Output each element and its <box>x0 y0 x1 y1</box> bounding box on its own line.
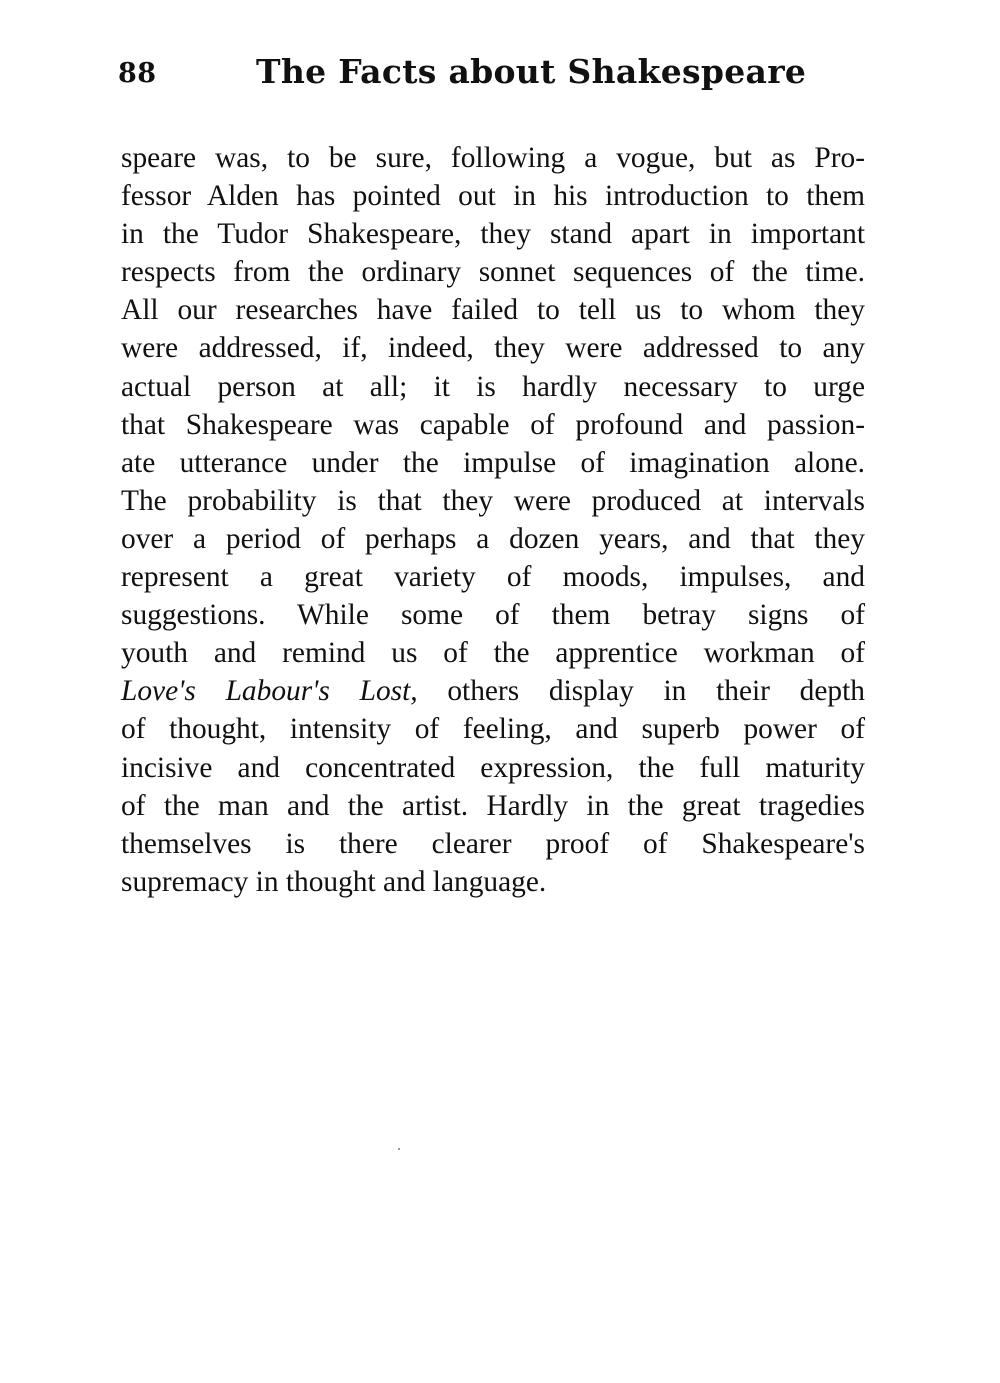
text-line: were addressed, if, indeed, they were addressed to any <box>121 332 865 365</box>
text-line: of the man and the artist. Hardly in the great tragedies <box>121 789 865 822</box>
print-speck <box>398 1148 400 1150</box>
text-line-rest: others display in their depth <box>447 675 865 708</box>
text-line: supremacy in thought and language. <box>121 865 547 898</box>
play-title: Love's Labour's Lost, <box>121 675 418 708</box>
running-head <box>118 52 868 102</box>
text-line: ate utterance under the impulse of imagination alone. <box>121 446 865 479</box>
text-line: All our researches have failed to tell us to whom they <box>121 294 865 327</box>
text-line: speare was, to be sure, following a vogue, but as Pro- <box>121 142 865 174</box>
text-line: The probability is that they were produced at intervals <box>121 484 865 517</box>
body-paragraph <box>121 139 865 901</box>
text-line: suggestions. While some of them betray signs of <box>121 599 865 632</box>
text-line: themselves is there clearer proof of Shakespeare's <box>121 827 865 860</box>
text-line: in the Tudor Shakespeare, they stand apart in important <box>121 218 865 251</box>
text-line-with-title <box>121 672 865 710</box>
text-line: of thought, intensity of feeling, and superb power of <box>121 713 865 746</box>
text-line: over a period of perhaps a dozen years, and that they <box>121 522 865 555</box>
page-number: 88 <box>118 58 157 89</box>
text-line: respects from the ordinary sonnet sequences of the time. <box>121 256 865 289</box>
running-title: The Facts about Shakespeare <box>256 52 807 91</box>
text-line: represent a great variety of moods, impulses, and <box>121 561 865 594</box>
text-line: youth and remind us of the apprentice workman of <box>121 637 865 670</box>
text-line: actual person at all; it is hardly necessary to urge <box>121 370 865 403</box>
text-line: that Shakespeare was capable of profound and passion- <box>121 408 865 441</box>
text-line: fessor Alden has pointed out in his introduction to them <box>121 180 865 213</box>
text-line: incisive and concentrated expression, the full maturity <box>121 751 865 784</box>
